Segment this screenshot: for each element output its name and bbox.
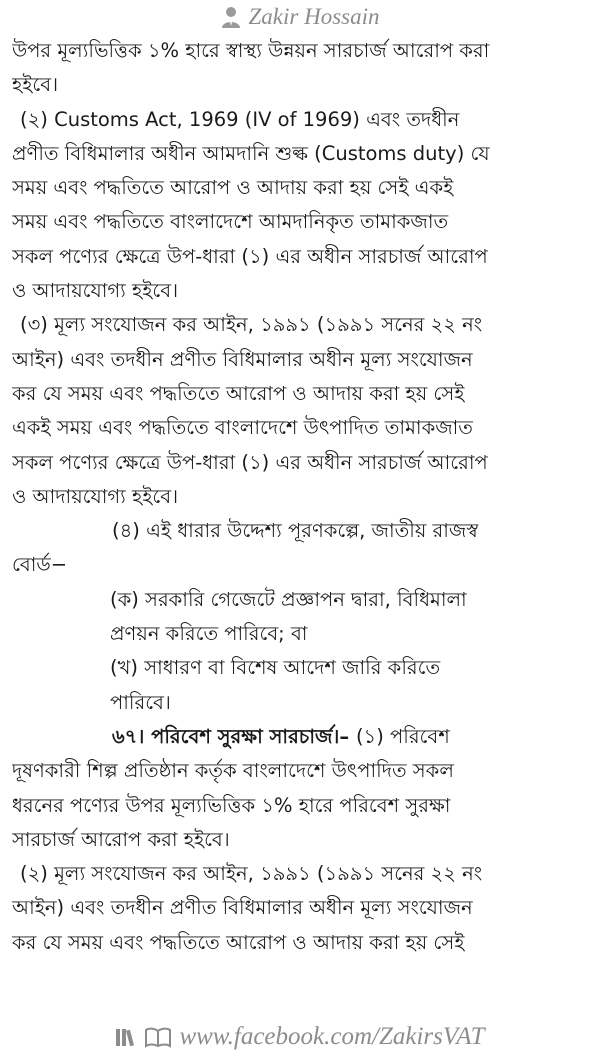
text-line: কর যে সময় এবং পদ্ধতিতে আরোপ ও আদায় করা হয় সেই xyxy=(12,381,465,405)
author-name: Zakir Hossain xyxy=(248,4,380,29)
text-line: ও আদায়যোগ্য হইবে। xyxy=(12,484,179,508)
document-body xyxy=(0,34,600,960)
text-line: সময় এবং পদ্ধতিতে বাংলাদেশে আমদানিকৃত তামাকজাত xyxy=(12,210,449,234)
page-header xyxy=(0,0,600,34)
text-line: প্রণীত বিধিমালার অধীন আমদানি শুল্ক (Customs duty) যে xyxy=(12,141,490,165)
text-line: (৪) এই ধারার উদ্দেশ্য পূরণকল্পে, জাতীয় রাজস্ব xyxy=(112,519,479,543)
text-line: (ক) সরকারি গেজেটে প্রজ্ঞাপন দ্বারা, বিধিমালা xyxy=(110,587,467,611)
page-footer xyxy=(0,1020,600,1054)
text-line: দূষণকারী শিল্প প্রতিষ্ঠান কর্তৃক বাংলাদেশে উৎপাদিত সকল xyxy=(12,759,454,783)
text-line: ও আদায়যোগ্য হইবে। xyxy=(12,279,179,303)
footer-icons xyxy=(115,1026,171,1048)
section-67-title: ৬৭। পরিবেশ সুরক্ষা সারচার্জ।– xyxy=(112,724,356,748)
text-line: আইন) এবং তদধীন প্রণীত বিধিমালার অধীন মূল্য সংযোজন xyxy=(12,347,473,371)
section-67-line xyxy=(12,720,586,754)
text-line: উপর মূল্যভিত্তিক ১% হারে স্বাস্থ্য উন্নয়ন সারচার্জ আরোপ করা xyxy=(12,39,490,62)
section-67-text: (১) পরিবেশ xyxy=(355,724,450,748)
text-line: হইবে। xyxy=(12,73,59,97)
text-line: সকল পণ্যের ক্ষেত্রে উপ-ধারা (১) এর অধীন সারচার্জ আরোপ xyxy=(12,244,488,268)
text-line: আইন) এবং তদধীন প্রণীত বিধিমালার অধীন মূল্য সংযোজন xyxy=(12,896,473,920)
user-icon xyxy=(221,6,241,28)
library-icon xyxy=(115,1026,139,1048)
text-line: (২) Customs Act, 1969 (IV of 1969) এবং তদধীন xyxy=(20,107,460,131)
text-line: সকল পণ্যের ক্ষেত্রে উপ-ধারা (১) এর অধীন সারচার্জ আরোপ xyxy=(12,450,488,474)
text-line: পারিবে। xyxy=(110,690,171,714)
text-line: একই সময় এবং পদ্ধতিতে বাংলাদেশে উৎপাদিত তামাকজাত xyxy=(12,416,473,440)
text-line: সারচার্জ আরোপ করা হইবে। xyxy=(12,827,230,851)
text-line: বোর্ড− xyxy=(12,553,68,577)
text-line: (২) মূল্য সংযোজন কর আইন, ১৯৯১ (১৯৯১ সনের ২২ নং xyxy=(20,862,483,886)
text-line: সময় এবং পদ্ধতিতে আরোপ ও আদায় করা হয় সেই একই xyxy=(12,176,454,200)
facebook-url[interactable]: www.facebook.com/ZakirsVAT xyxy=(179,1023,485,1050)
book-icon xyxy=(145,1026,171,1048)
text-line: ধরনের পণ্যের উপর মূল্যভিত্তিক ১% হারে পরিবেশ সুরক্ষা xyxy=(12,793,451,817)
text-line: (৩) মূল্য সংযোজন কর আইন, ১৯৯১ (১৯৯১ সনের ২২ নং xyxy=(20,313,483,337)
text-line: (খ) সাধারণ বা বিশেষ আদেশ জারি করিতে xyxy=(110,656,441,680)
text-line: কর যে সময় এবং পদ্ধতিতে আরোপ ও আদায় করা হয় সেই xyxy=(12,930,465,954)
text-line: প্রণয়ন করিতে পারিবে; বা xyxy=(110,622,308,646)
